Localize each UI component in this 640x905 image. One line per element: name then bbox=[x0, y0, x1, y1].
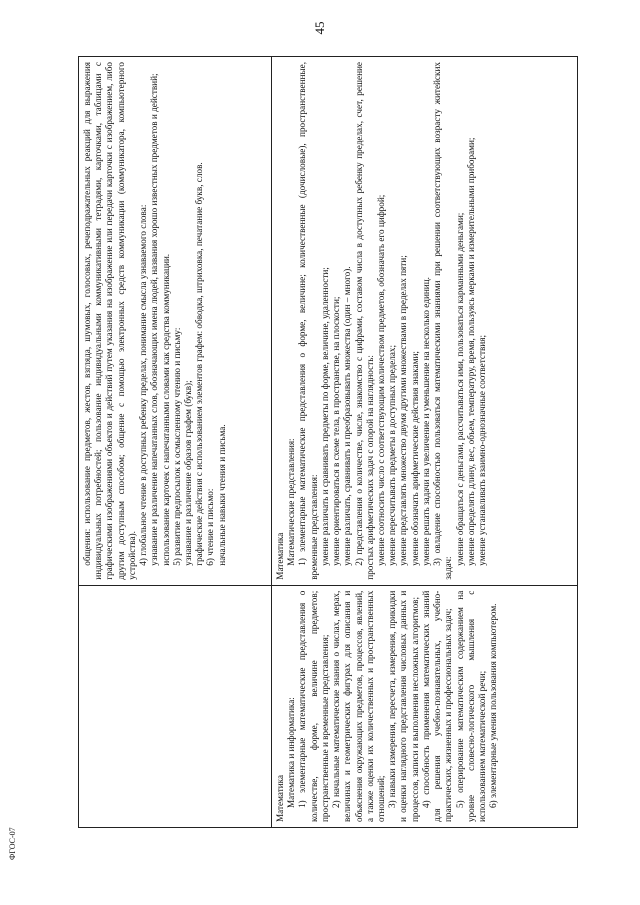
text-line: Математика и информатика: bbox=[286, 697, 297, 808]
table-row bbox=[79, 57, 272, 828]
text-line: умение определять длину, вес, объем, температуру, время, пользуясь мерками и измерительными приборами; bbox=[465, 137, 476, 566]
table-row bbox=[272, 57, 578, 828]
text-line: 2) представления о количестве, числе, знакомство с цифрами, составом числа в доступных ребенку пределах, счет, решение простых арифметических задач с опорой на наглядность: bbox=[353, 62, 375, 580]
text-line: узнавание и различение напечатанных слов, обозначающих имена людей, названия хорошо известных предметов и действий; bbox=[149, 73, 160, 566]
text-line: графические действия с использованием элементов графем: обводка, штриховка, печатание букв, слов. bbox=[194, 162, 205, 566]
text-line: 5) оперирование математическим содержанием на уровне словесно-логического мышления с использованием математической речи; bbox=[454, 590, 487, 822]
text-line: умение обращаться с деньгами, рассчитываться ими, пользоваться карманными деньгами; bbox=[454, 212, 465, 566]
table-cell-right bbox=[272, 57, 578, 586]
text-line: 5) развитие предпосылок к осмысленному чтению и письму: bbox=[171, 327, 182, 566]
text-line: умение обозначать арифметические действия знаками; bbox=[409, 351, 420, 566]
text-line: использование карточек с напечатанными словами как средства коммуникации. bbox=[160, 253, 171, 566]
text-line: 4) способность применения математических знаний для решения учебно-познавательных, учебно-практических, жизненных и профессиональных задач; bbox=[420, 590, 454, 822]
text-line: 6) чтение и письмо: bbox=[205, 488, 216, 566]
text-line: умение ориентироваться в схеме тела, в пространстве, на плоскости; bbox=[331, 296, 342, 566]
text-line: общения: использование предметов, жестов, взгляда, шумовых, голосовых, речеподражательных реакций для выражения индивидуальных потребностей; пользование индивидуальными коммуникативными тетрадями, карточками, таблицами с графическими изображениями объектов и действий путем указания на изображение или передачи карточки с изображением, либо другим доступным способом; общение с помощью электронных средств коммуникации (коммуникатора, компьютерного устройства). bbox=[82, 62, 137, 580]
page-number: 45 bbox=[312, 21, 327, 35]
text-line: 4) глобальное чтение в доступных ребенку пределах, понимание смысла узнаваемого слова: bbox=[138, 204, 149, 566]
text-line: 1) элементарные математические представления о форме, величине; количественные (дочисловые), пространственные, временные представления: bbox=[297, 62, 319, 580]
text-line: Математика bbox=[275, 532, 285, 580]
document-table-sheet bbox=[78, 56, 578, 828]
text-line: 3) навыки измерения, пересчета, измерения, прикидки и оценки наглядного представления числовых данных и процессов, записи и выполнения несложных алгоритмов; bbox=[387, 590, 420, 822]
text-line: узнавание и различение образов графем (букв); bbox=[182, 380, 193, 566]
text-line: умение различать и сравнивать предметы по форме, величине, удаленности; bbox=[319, 267, 330, 566]
text-line: 3) овладение способностью пользоваться математическими знаниями при решении соответствующих возрасту житейских задач: bbox=[432, 62, 454, 580]
standards-table bbox=[78, 56, 578, 828]
text-line: умение соотносить число с соответствующим количеством предметов, обозначать его цифрой; bbox=[375, 194, 386, 566]
text-line: 1) элементарные математические представления о количестве, форме, величине предметов; пространственные и временные представления; bbox=[297, 590, 330, 822]
text-line: начальные навыки чтения и письма. bbox=[216, 424, 227, 566]
text-line: умение решать задачи на увеличение и уменьшение на несколько единиц. bbox=[420, 277, 431, 566]
text-line: умение устанавливать взаимно-однозначные соответствия; bbox=[476, 335, 487, 566]
text-line: 6) элементарные умения пользования компьютером. bbox=[488, 603, 499, 808]
text-line: умение представлять множество двумя другими множествами в пределах пяти; bbox=[398, 255, 409, 566]
text-line: умение пересчитывать предметы в доступных пределах; bbox=[387, 344, 398, 566]
table-cell-right bbox=[79, 57, 272, 586]
text-line: Математические представления: bbox=[286, 438, 297, 566]
text-line: 2) начальные математические знания о числах, мерах, величинах и геометрических фигурах для описания и объяснения окружающих предметов, процессов, явлений, а также оценки их количественных и пространственных отношений; bbox=[331, 590, 386, 822]
table-cell-left bbox=[272, 585, 578, 827]
table-cell-left bbox=[79, 585, 272, 827]
text-line: умение различать, сравнивать и преобразовывать множества (один – много). bbox=[342, 266, 353, 566]
text-line: Математика bbox=[275, 774, 285, 822]
footer-code: ФГОС-07 bbox=[8, 827, 17, 860]
